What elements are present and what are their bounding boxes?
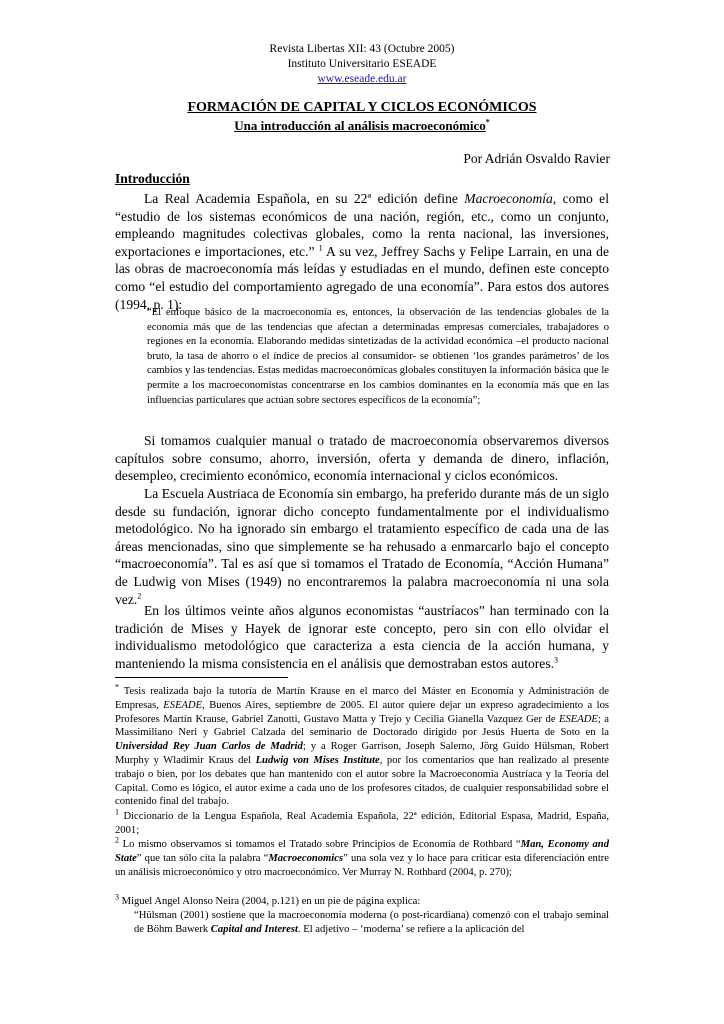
section-heading: Introducción xyxy=(115,171,190,186)
website-link[interactable]: www.eseade.edu.ar xyxy=(317,73,407,85)
subtitle-footnote-mark: * xyxy=(485,117,490,127)
paragraph-2: Si tomamos cualquier manual o tratado de macroeconomía observaremos diversos capítulos sobre consumo, ahorro, inversión, oferta y demanda de dinero, inflación, desempleo, crecimiento económico, economía internacional y ciclos económicos. xyxy=(115,433,609,484)
paragraph-3 xyxy=(115,485,609,608)
p1-text-c: , como el “estudio de los sistemas económicos de una nación, región, etc., como un conjunto, empleando magnitudes colectivas globales, como la renta nacional, las inversiones, exportaciones e importaciones, etc.” xyxy=(115,191,609,259)
fn2-text-d: Macroeconomics xyxy=(268,852,344,864)
p1-text-a: La Real Academia Española, en su 22ª edición define xyxy=(144,191,465,206)
footnote-3 xyxy=(115,892,609,909)
paragraph-1 xyxy=(115,190,609,313)
footnote-3-quote xyxy=(134,909,609,937)
p1-text-d: A su vez, Jeffrey Sachs y Felipe Larrain, en una de las obras de macroeconomía más leídas y estudiadas en el mundo, definen este concepto como “el estudio del comportamiento agregado de una economía”. Para estos dos autores (1994, p. 1): xyxy=(115,243,609,312)
fn-star-text-d: ESEADE xyxy=(559,713,598,725)
block-quote: “El enfoque básico de la macroeconomía es, entonces, la observación de las tendencias globales de la economía más que de las tendencias que afectan a determinadas empresas comerciales, trabajadores o regiones en la economía. Elaborando medidas sintetizadas de la actividad económica –el producto nacional bruto, la tasa de ahorro o el índice de precios al consumidor- se obtienen ‘los grandes parámetros’ de los cambios y las tendencias. Estas medidas macroeconómicas globales constituyen la información básica que le permite a los macroeconomistas concentrarse en los cambios dominantes en la economía más que en las influencias particulares que actúan sobre sectores específicos de la economía”; xyxy=(147,307,609,406)
paper-title: FORMACIÓN DE CAPITAL Y CICLOS ECONÓMICOS xyxy=(187,100,537,115)
fn2-text-a: Lo mismo observamos si tomamos el Tratado sobre Principios de Economía de Rothbard “ xyxy=(119,839,521,850)
footnote-star-mark: * xyxy=(115,682,119,692)
p1-term: Macroeconomía xyxy=(464,191,553,206)
fn-star-text-c: , Buenos Aires, septiembre de 2005. El autor quiere dejar un expreso agradecimiento a los Profesores Martín Krause, Gabriel Zanotti, Gustavo Matta y Trejo y Cecilia Gianella Vazquez Ger de xyxy=(115,699,609,725)
paper-subtitle xyxy=(0,118,724,134)
footnote-ref-3[interactable]: 3 xyxy=(554,655,559,665)
p4-text: En los últimos veinte años algunos economistas “austríacos” han terminado con la tradición de Mises y Hayek de ignorar este concepto, pero sin con ello olvidar el individualismo metodológico que caracteriza a esta ciencia de la acción humana, y manteniendo la misma consistencia en el análisis que demostraban estos autores. xyxy=(115,603,609,671)
fn-star-text-i: , por los comentarios que han realizado al presente trabajo o bien, por los debates que han mantenido con el autor sobre la Macroeconomía Austríaca y la Teoría del Capital. Como es lógico, el autor exime a cada uno de los profesores citados, de cualquier responsabilidad sobre el contenido final del trabajo. xyxy=(115,754,609,808)
footnote-3-mark: 3 xyxy=(115,892,119,902)
fn2-text-c: ” que tan sólo cita la palabra “ xyxy=(136,852,269,864)
fn-star-text-h: Ludwig von Mises Institute xyxy=(255,754,380,766)
fn2-text-e: ” una sola vez y lo hace para criticar esta diferenciación entre un análisis microeconómico y otro macroeconómico. Ver Murray N. Rothbard (2004, p. 270); xyxy=(115,852,609,878)
fn3-quote-a: “Hülsman (2001) sostiene que la macroeconomía moderna (o post-ricardiana) comenzó con el trabajo seminal de Böhm Bawerk xyxy=(134,910,609,935)
fn-star-text-b: ESEADE xyxy=(163,699,203,711)
footnote-1 xyxy=(115,807,609,838)
footnote-2 xyxy=(115,835,609,879)
website-line xyxy=(0,72,724,87)
subtitle-text: Una introducción al análisis macroeconómico xyxy=(234,118,486,133)
p3-text: La Escuela Austriaca de Economía sin embargo, ha preferido durante más de un siglo desde su fundación, ignorar dicho concepto fundamentalmente por el individualismo metodológico. No ha ignorado sin embargo el tratamiento específico de cada una de las áreas mencionadas, sino que simplemente se ha rehusado a enmarcarlo bajo el concepto “macroeconomía”. Tal es así que si tomamos el Tratado de Economía, “Acción Humana” de Ludwig von Mises (1949) no encontraremos la palabra macroeconomía ni una sola vez. xyxy=(115,486,609,607)
footnote-star xyxy=(115,682,609,809)
footnote-ref-1[interactable]: 1 xyxy=(318,243,323,253)
footnote-ref-2[interactable]: 2 xyxy=(137,591,142,601)
author-line: Por Adrián Osvaldo Ravier xyxy=(463,151,610,166)
fn-star-text-e: ; a Massimiliano Neri y Gabriel Calzada del seminario de Doctorado dirigido por Jesús Huerta de Soto en la xyxy=(115,713,609,739)
fn-star-text-g: ; y a Roger Garrison, Joseph Salerno, Jörg Guido Hülsman, Robert Murphy y Wladimir Kraus del xyxy=(115,741,609,766)
footnote-3-text: Miguel Angel Alonso Neira (2004, p.121) en un pie de página explica: xyxy=(119,896,421,907)
institute-line: Instituto Universitario ESEADE xyxy=(287,58,437,70)
fn3-quote-b: Capital and Interest xyxy=(210,923,298,935)
fn-star-text-f: Universidad Rey Juan Carlos de Madrid xyxy=(115,741,303,753)
footnote-1-text: Diccionario de la Lengua Española, Real Academia Española, 22ª edición, Editorial Espasa, Madrid, España, 2001; xyxy=(115,811,609,836)
paragraph-4 xyxy=(115,602,609,672)
footnote-2-mark: 2 xyxy=(115,835,119,845)
fn2-text-b: Man, Economy and State xyxy=(115,839,609,864)
fn-star-text-a: Tesis realizada bajo la tutoría de Martín Krause en el marco del Máster en Economía y Administración de Empresas, xyxy=(115,686,609,711)
footnote-1-mark: 1 xyxy=(115,807,119,817)
fn3-quote-c: . El adjetivo – ‘moderna’ se refiere a la aplicación del xyxy=(297,923,525,935)
footnote-separator xyxy=(115,677,288,678)
journal-line: Revista Libertas XII: 43 (Octubre 2005) xyxy=(269,43,455,55)
